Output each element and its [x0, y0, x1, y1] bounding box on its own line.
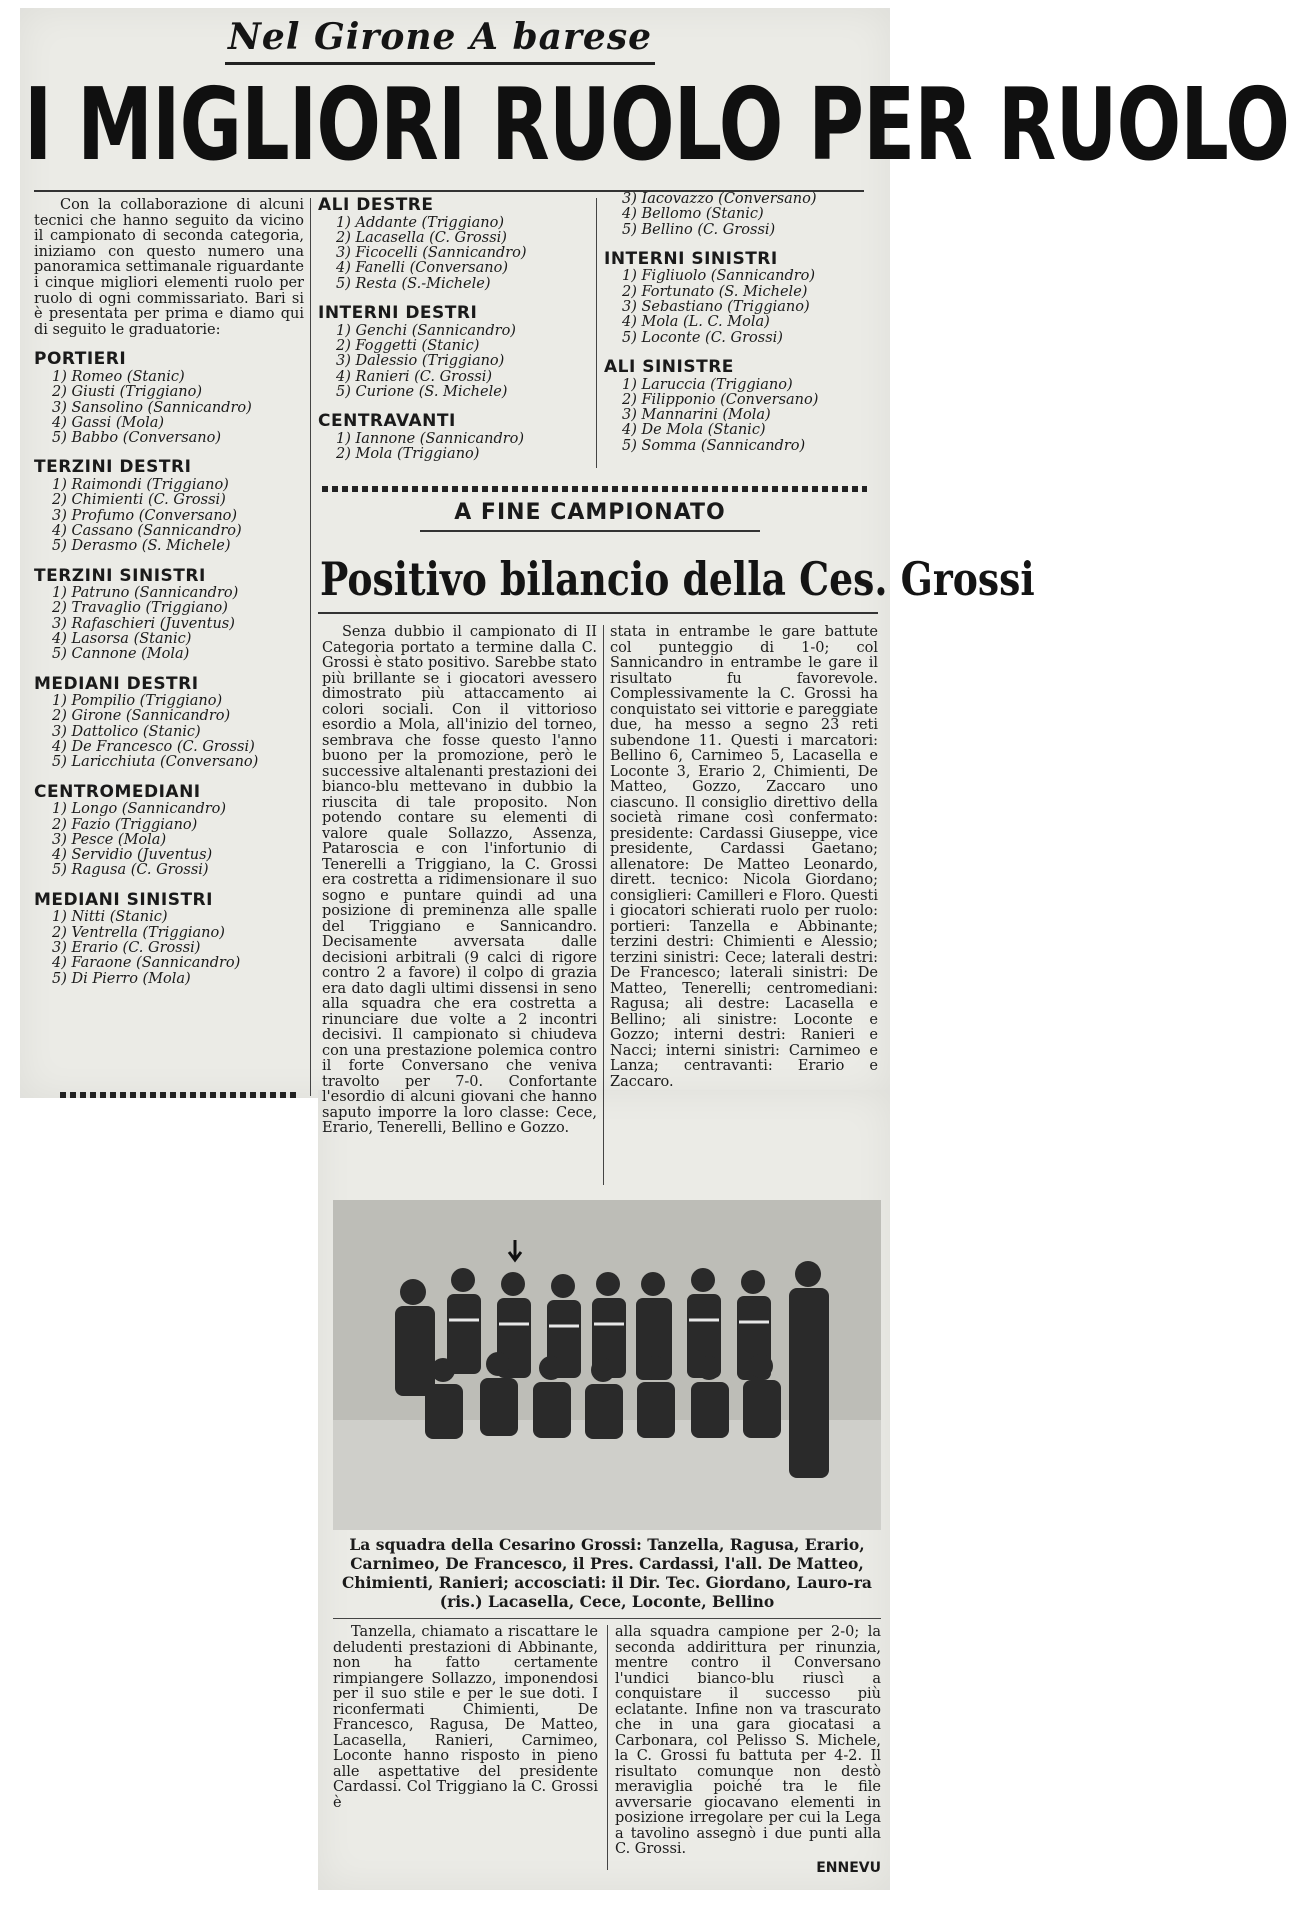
list-item: 5) Di Pierro (Mola)	[52, 970, 191, 987]
list-item: 3) Sebastiano (Triggiano)	[622, 299, 810, 316]
list-item: 1) Nitti (Stanic)	[52, 909, 168, 926]
intro-text: Con la collaborazione di alcuni tecnici che hanno seguito da vicino il campionato di seconda categoria, iniziamo con questo numero una panoramica settimanale riguardante i cinque migliori elementi ruolo per ruolo di ogni commissariato. Bari si è presentata per prima e diamo qui di seguito le graduatorie:	[34, 197, 304, 338]
list-item: 3) Dalessio (Triggiano)	[336, 353, 505, 370]
author-signature: ENNEVU	[816, 1859, 881, 1876]
section-title: PORTIERI	[34, 349, 127, 370]
ranking-list	[318, 432, 588, 463]
list-item: 1) Pompilio (Triggiano)	[52, 693, 223, 710]
headline: I MIGLIORI RUOLO PER RUOLO	[24, 66, 1289, 183]
list-item: 4) Ranieri (C. Grossi)	[336, 368, 492, 385]
list-item: 1) Patruno (Sannicandro)	[52, 585, 239, 602]
ranking-list	[604, 269, 874, 345]
list-item: 3) Rafaschieri (Juventus)	[52, 615, 235, 632]
rankings-column-3	[604, 192, 874, 454]
list-item: 4) Mola (L. C. Mola)	[622, 314, 770, 331]
list-item: 5) Somma (Sannicandro)	[622, 437, 806, 454]
list-item: 3) Iacovazzo (Conversano)	[622, 191, 817, 207]
list-item: 2) Foggetti (Stanic)	[336, 337, 480, 354]
list-item: 4) Lasorsa (Stanic)	[52, 630, 192, 647]
list-item: 3) Sansolino (Sannicandro)	[52, 399, 252, 416]
list-item: 4) Fanelli (Conversano)	[336, 260, 508, 277]
section-title: ALI DESTRE	[318, 195, 434, 215]
ranking-list	[34, 802, 304, 878]
rankings-column-2	[318, 195, 588, 463]
list-item: 4) Bellomo (Stanic)	[622, 206, 764, 223]
article-column-2: stata in entrambe le gare battute col punteggio di 1-0; col Sannicandro in entrambe le gare il risultato fu favorevole. Complessivamente la C. Grossi ha conquistato sei vittorie e pareggiate due, ha messo a segno 23 reti subendone 11. Questi i marcatori: Bellino 6, Carnimeo 5, Lacasella e Loconte 3, Erario 2, Chimienti, De Matteo, Gozzo, Zaccaro uno ciascuno. Il consiglio direttivo della società rimane così confermato: presidente: Cardassi Giuseppe, vice presidente, Cardassi Gaetano; allenatore: De Matteo Leonardo, dirett. tecnico: Nicola Giordano; consiglieri: Camilleri e Floro. Questi i giocatori schierati ruolo per ruolo: portieri: Tanzella e Abbinante; terzini destri: Chimienti e Alessio; terzini sinistri: Cece; laterali destri: De Francesco; laterali sinistri: De Matteo, Tenerelli; centromediani: Ragusa; ali destre: Lacasella e Bellino; ali sinistre: Loconte e Gozzo; interni destri: Ranieri e Nacci; interni sinistri: Carnimeo e Lanza; centravanti: Erario e Zaccaro.	[610, 624, 878, 1090]
ranking-list	[34, 586, 304, 662]
article-separator	[322, 486, 867, 492]
article-column-4	[615, 1625, 881, 1885]
list-item: 1) Iannone (Sannicandro)	[336, 430, 525, 447]
column-divider	[310, 198, 311, 1096]
column-divider	[607, 1625, 608, 1870]
list-item: 2) Mola (Triggiano)	[336, 446, 480, 463]
section-title: CENTRAVANTI	[318, 411, 456, 432]
list-item: 5) Loconte (C. Grossi)	[622, 329, 783, 346]
list-item: 3) Mannarini (Mola)	[622, 407, 771, 424]
list-item: 3) Profumo (Conversano)	[52, 507, 238, 524]
ranking-list	[34, 370, 304, 446]
ranking-list	[318, 216, 588, 292]
section-title: INTERNI SINISTRI	[604, 248, 778, 269]
list-item: 1) Genchi (Sannicandro)	[336, 322, 516, 339]
caption-rule	[333, 1618, 881, 1619]
ranking-list	[604, 378, 874, 454]
list-item: 1) Raimondi (Triggiano)	[52, 477, 229, 494]
list-item: 4) Gassi (Mola)	[52, 414, 165, 431]
list-item: 3) Ficocelli (Sannicandro)	[336, 245, 527, 262]
section-title: TERZINI DESTRI	[34, 457, 192, 478]
list-item: 5) Babbo (Conversano)	[52, 430, 222, 447]
photo-caption: La squadra della Cesarino Grossi: Tanzella, Ragusa, Erario, Carnimeo, De Francesco, il Pres. Cardassi, l'all. De Matteo, Chimienti, Ranieri; accosciati: il Dir. Tec. Giordano, Lauro-ra (ris.) Lacasella, Cece, Loconte, Bellino	[342, 1535, 872, 1611]
list-item: 5) Derasmo (S. Michele)	[52, 538, 231, 555]
section-title: ALI SINISTRE	[604, 356, 734, 377]
list-item: 5) Bellino (C. Grossi)	[622, 221, 776, 238]
list-item: 2) Giusti (Triggiano)	[52, 384, 203, 401]
list-item: 2) Filipponio (Conversano)	[622, 391, 819, 408]
list-item: 2) Fortunato (S. Michele)	[622, 283, 808, 300]
list-item: 4) De Francesco (C. Grossi)	[52, 739, 255, 756]
list-item: 4) De Mola (Stanic)	[622, 422, 766, 439]
list-item: 1) Longo (Sannicandro)	[52, 801, 227, 818]
article-column-1: Senza dubbio il campionato di II Categoria portato a termine dalla C. Grossi è stato positivo. Sarebbe stato più brillante se i giocatori avessero dimostrato più attaccamento ai colori sociali. Con il vittorioso esordio a Mola, all'inizio del torneo, sembrava che fosse questo l'anno buono per la promozione, però le successive altalenanti prestazioni dei bianco-blu mettevano in dubbio la riuscita di tale proposito. Non potendo contare su elementi di valore quale Sollazzo, Assenza, Pataroscia e con l'infortunio di Tenerelli a Triggiano, la C. Grossi era costretta a ridimensionare il suo sogno e puntare quindi ad una posizione di preminenza alle spalle del Triggiano e Sannicandro. Decisamente avversata dalle decisioni arbitrali (9 calci di rigore contro 2 a favore) il colpo di grazia era dato dagli ultimi dissensi in seno alla squadra che era costretta a rinunciare due volte a 2 incontri decisivi. Il campionato si chiudeva con una prestazione polemica contro il forte Conversano che veniva travolto per 7-0. Confortante l'esordio di alcuni giovani che hanno saputo imporre la loro classe: Cece, Erario, Tenerelli, Bellino e Gozzo.	[322, 624, 597, 1136]
list-item: 2) Fazio (Triggiano)	[52, 816, 198, 833]
list-item: 5) Resta (S.-Michele)	[336, 275, 491, 292]
team-photo-image	[333, 1200, 881, 1530]
section-title: MEDIANI SINISTRI	[34, 889, 213, 910]
list-item: 4) Cassano (Sannicandro)	[52, 522, 242, 539]
kicker-rule	[225, 62, 655, 65]
column-1-end-rule	[60, 1092, 300, 1098]
list-item: 2) Lacasella (C. Grossi)	[336, 229, 507, 246]
list-item: 2) Ventrella (Triggiano)	[52, 924, 225, 941]
ranking-list	[34, 694, 304, 770]
list-item: 4) Servidio (Juventus)	[52, 847, 213, 864]
ranking-list	[34, 910, 304, 986]
article-title-rule	[318, 612, 878, 614]
list-item: 3) Dattolico (Stanic)	[52, 723, 201, 740]
section-title: CENTROMEDIANI	[34, 781, 201, 802]
kicker: Nel Girone A barese	[227, 16, 653, 58]
ranking-list	[34, 478, 304, 554]
list-item: 1) Addante (Triggiano)	[336, 214, 504, 231]
article-title: Positivo bilancio della Ces. Grossi	[320, 552, 1035, 606]
ranking-list	[318, 324, 588, 400]
column-divider	[596, 198, 597, 468]
list-item: 5) Curione (S. Michele)	[336, 383, 508, 400]
list-item: 1) Figliuolo (Sannicandro)	[622, 268, 816, 285]
section-title: INTERNI DESTRI	[318, 303, 478, 324]
column-divider	[603, 625, 604, 1185]
section-title: MEDIANI DESTRI	[34, 673, 199, 694]
list-item: 3) Pesce (Mola)	[52, 831, 167, 848]
list-item: 5) Laricchiuta (Conversano)	[52, 754, 259, 771]
list-item: 5) Ragusa (C. Grossi)	[52, 862, 209, 879]
article-column-4-text: alla squadra campione per 2-0; la seconda addirittura per rinunzia, mentre contro il Conversano l'undici bianco-blu riuscì a conquistare il successo più eclatante. Infine non va trascurato che in una gara giocatasi a Carbonara, col Pelisso S. Michele, la C. Grossi fu battuta per 4-2. Il risultato comunque non destò meraviglia poiché tra le file avversarie giocavano elementi in posizione irregolare per cui la Lega a tavolino assegnò i due punti alla C. Grossi.	[615, 1624, 881, 1857]
article-section-title: A FINE CAMPIONATO	[454, 500, 726, 525]
list-item: 5) Cannone (Mola)	[52, 646, 190, 663]
list-item: 3) Erario (C. Grossi)	[52, 939, 201, 956]
team-photo	[333, 1200, 881, 1530]
ranking-list	[604, 192, 874, 238]
list-item: 2) Girone (Sannicandro)	[52, 708, 231, 725]
section-title: TERZINI SINISTRI	[34, 565, 206, 586]
section-title-rule	[420, 530, 760, 532]
list-item: 2) Travaglio (Triggiano)	[52, 600, 228, 617]
list-item: 4) Faraone (Sannicandro)	[52, 955, 241, 972]
list-item: 1) Romeo (Stanic)	[52, 368, 185, 385]
list-item: 1) Laruccia (Triggiano)	[622, 376, 793, 393]
article-column-3: Tanzella, chiamato a riscattare le deludenti prestazioni di Abbinante, non ha fatto certamente rimpiangere Sollazzo, imponendosi per il suo stile e per le sue doti. I riconfermati Chimienti, De Francesco, Ragusa, De Matteo, Lacasella, Ranieri, Carnimeo, Loconte hanno risposto in pieno alle aspettative del presidente Cardassi. Col Triggiano la C. Grossi è	[333, 1624, 598, 1811]
list-item: 2) Chimienti (C. Grossi)	[52, 492, 226, 509]
rankings-column-1	[34, 198, 304, 987]
